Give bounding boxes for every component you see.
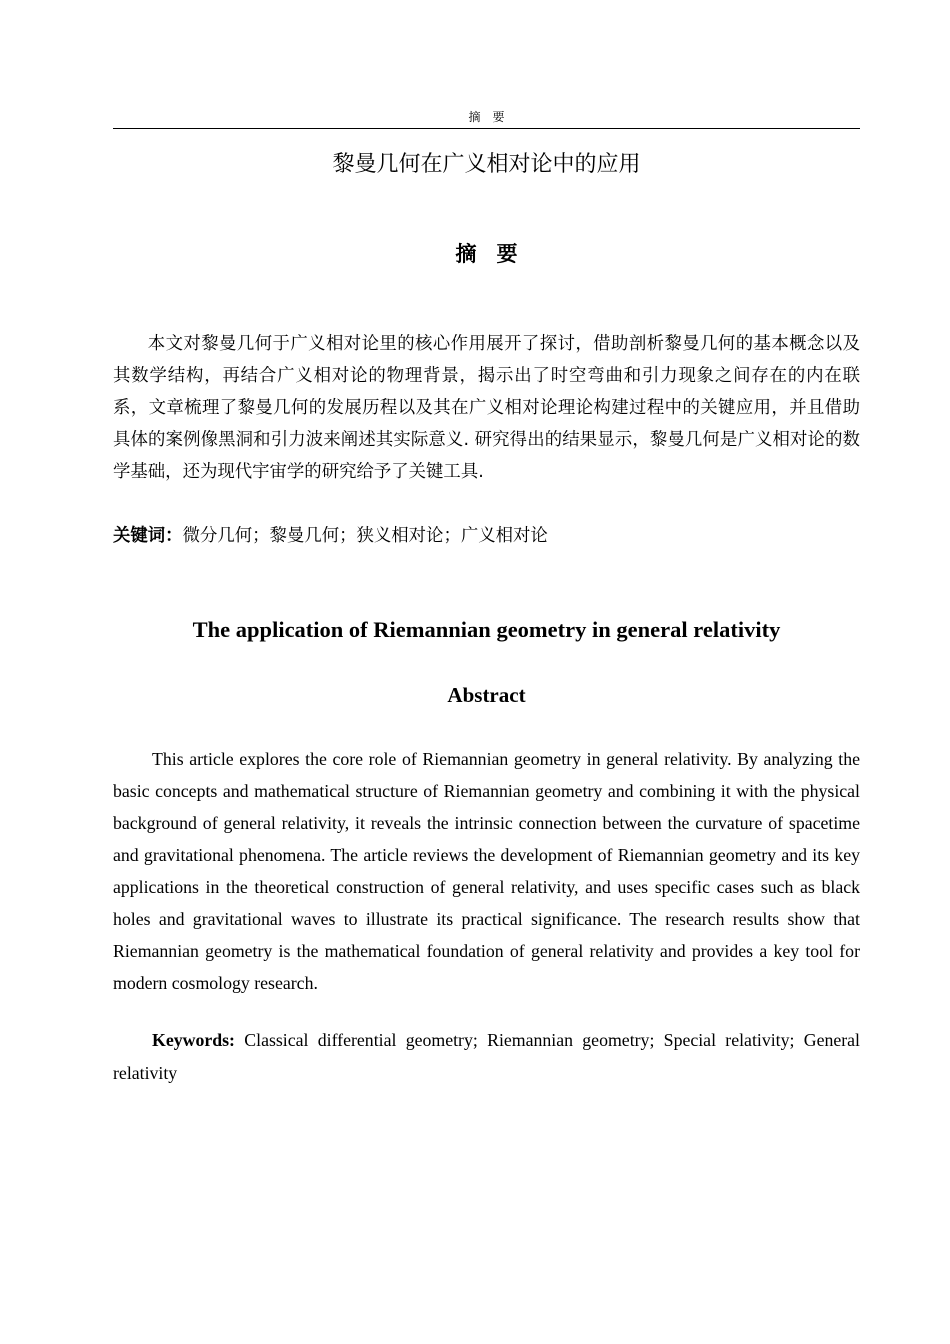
- english-keywords-list: Classical differential geometry; Riemannian geometry; Special relativity; General relativity: [113, 1030, 860, 1083]
- chinese-keywords-list: 微分几何；黎曼几何；狭义相对论；广义相对论: [182, 526, 548, 546]
- chinese-keywords: [113, 520, 860, 552]
- english-abstract-body: This article explores the core role of Riemannian geometry in general relativity. By analyzing the basic concepts and mathematical structure of Riemannian geometry and combining it with the physical background of general relativity, it reveals the intrinsic connection between the curvature of spacetime and gravitational phenomena. The article reviews the development of Riemannian geometry and its key applications in the theoretical construction of general relativity, and uses specific cases such as black holes and gravitational waves to illustrate its practical significance. The research results show that Riemannian geometry is the mathematical foundation of general relativity and provides a key tool for modern cosmology research.: [113, 749, 860, 993]
- header-divider: [113, 128, 860, 129]
- running-header: 摘要: [468, 110, 517, 124]
- chinese-abstract-body: 本文对黎曼几何于广义相对论里的核心作用展开了探讨，借助剖析黎曼几何的基本概念以及其数学结构，再结合广义相对论的物理背景，揭示出了时空弯曲和引力现象之间存在的内在联系，文章梳理了黎曼几何的发展历程以及其在广义相对论理论构建过程中的关键应用，并且借助具体的案例像黑洞和引力波来阐述其实际意义. 研究得出的结果显示，黎曼几何是广义相对论的数学基础，还为现代宇宙学的研究给予了关键工具.: [113, 334, 860, 482]
- chinese-abstract-heading: 摘要: [455, 242, 538, 266]
- english-abstract-heading: Abstract: [447, 683, 526, 707]
- english-keywords-label: Keywords:: [152, 1030, 235, 1050]
- english-keywords: [113, 1024, 860, 1090]
- chinese-title: 黎曼几何在广义相对论中的应用: [332, 152, 641, 177]
- english-title: The application of Riemannian geometry in general relativity: [192, 617, 781, 642]
- chinese-keywords-label: 关键词：: [113, 526, 183, 546]
